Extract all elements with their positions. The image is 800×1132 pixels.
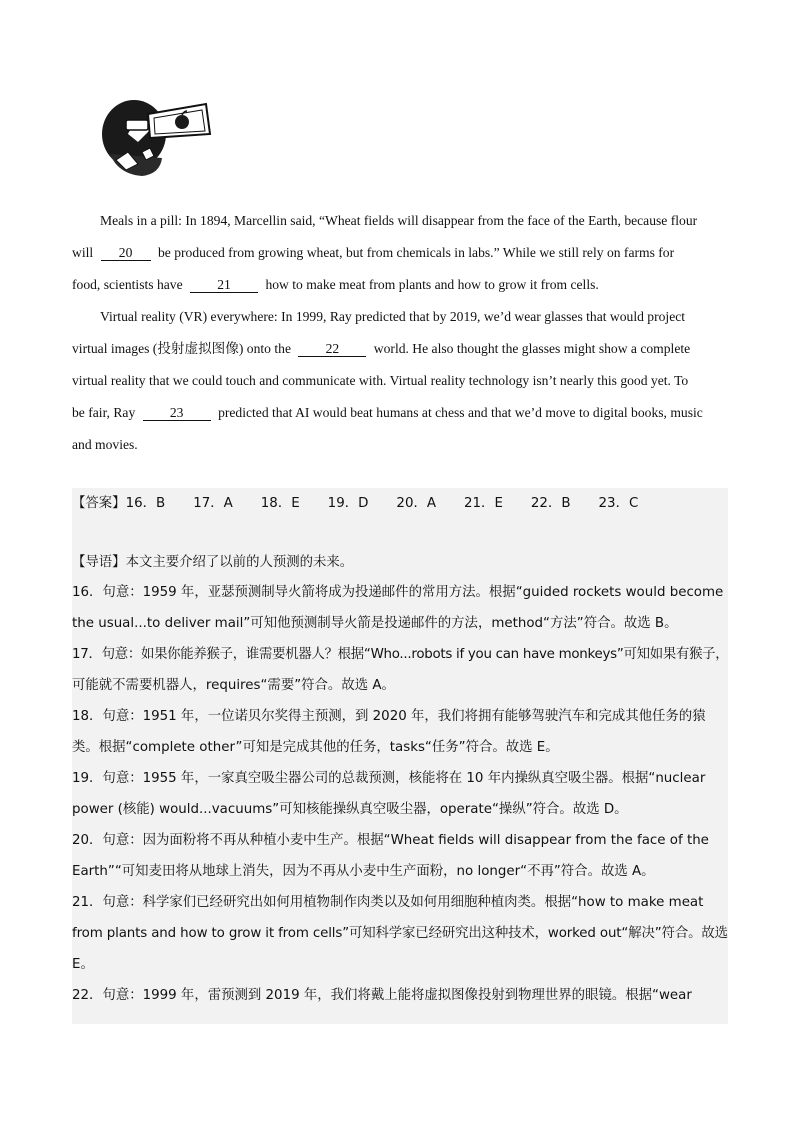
guide-text: 本文主要介绍了以前的人预测的未来。 xyxy=(125,555,354,570)
blank-21: 21 xyxy=(190,277,258,293)
explanation-21-line2: from plants and how to grow it from cells”可知科学家已经研究出这种技术，worked out“解决”符合。故选 xyxy=(72,926,728,941)
explanation-17-line2: 可能就不需要机器人，requires“需要”符合。故选 A。 xyxy=(72,678,395,693)
explanation-16-line1: 16．句意：1959 年，亚瑟预测制导火箭将成为投递邮件的常用方法。根据“guided rockets would become xyxy=(72,585,724,600)
answer-item: 16．B xyxy=(125,496,166,511)
explanation-17-line1: 17．句意：如果你能养猴子，谁需要机器人？根据“Who...robots if you can have monkeys”可知如果有猴子， xyxy=(72,647,729,662)
passage-p2-line2: virtual images (投射虚拟图像) onto the 22 world. He also thought the glasses might show a complete xyxy=(72,341,691,356)
answer-item: 18．E xyxy=(260,496,300,511)
answer-item: 19．D xyxy=(327,496,369,511)
explanation-19-line1: 19．句意：1955 年，一家真空吸尘器公司的总裁预测，核能将在 10 年内操纵真空吸尘器。根据“nuclear xyxy=(72,771,706,786)
guide-label: 【导语】 xyxy=(72,555,126,570)
explanation-20-line2: Earth”“可知麦田将从地球上消失，因为不再从小麦中生产面粉，no longer“不再”符合。故选 A。 xyxy=(72,864,655,879)
answer-item: 21．E xyxy=(464,496,503,511)
guide-line xyxy=(72,554,353,572)
explanation-18-line1: 18．句意：1951 年，一位诺贝尔奖得主预测，到 2020 年，我们将拥有能够驾驶汽车和完成其他任务的猿 xyxy=(72,709,706,724)
answer-item: 23．C xyxy=(598,496,639,511)
answer-item: 17．A xyxy=(193,496,233,511)
passage-p1-line3: food, scientists have 21 how to make meat from plants and how to grow it from cells. xyxy=(72,277,599,292)
explanation-21-line1: 21．句意：科学家们已经研究出如何用植物制作肉类以及如何用细胞种植肉类。根据“how to make meat xyxy=(72,895,704,910)
passage-p2-line1: Virtual reality (VR) everywhere: In 1999, Ray predicted that by 2019, we’d wear glasses that would project xyxy=(100,309,686,324)
explanation-16-line2: the usual...to deliver mail”可知他预测制导火箭是投递邮件的方法，method“方法”符合。故选 B。 xyxy=(72,616,678,631)
passage-p1-line1: Meals in a pill: In 1894, Marcellin said, “Wheat fields will disappear from the face of the Earth, because flour xyxy=(100,213,698,228)
blank-23: 23 xyxy=(143,405,211,421)
explanation-22-line1: 22．句意：1999 年，雷预测到 2019 年，我们将戴上能将虚拟图像投射到物理世界的眼镜。根据“wear xyxy=(72,988,692,1003)
explanation-19-line2: power (核能) would...vacuums”可知核能操纵真空吸尘器，operate“操纵”符合。故选 D。 xyxy=(72,802,628,817)
passage-p2-line5: and movies. xyxy=(72,437,138,452)
explanation-20-line1: 20．句意：因为面粉将不再从种植小麦中生产。根据“Wheat fields will disappear from the face of the xyxy=(72,833,709,848)
answer-label: 【答案】 xyxy=(72,496,126,511)
vr-illustration xyxy=(98,94,218,180)
answer-key xyxy=(72,495,666,513)
answer-item: 20．A xyxy=(396,496,437,511)
explanation-21-line3: E。 xyxy=(72,957,94,972)
passage-p2-line4: be fair, Ray 23 predicted that AI would beat humans at chess and that we’d move to digital books, music xyxy=(72,405,703,420)
blank-22: 22 xyxy=(298,341,366,357)
blank-20: 20 xyxy=(101,245,151,261)
passage-p2-line3: virtual reality that we could touch and communicate with. Virtual reality technology isn’t nearly this good yet. To xyxy=(72,373,689,388)
passage-p1-line2: will 20 be produced from growing wheat, but from chemicals in labs.” While we still rely on farms for xyxy=(72,245,675,260)
explanation-18-line2: 类。根据“complete other”可知是完成其他的任务，tasks“任务”符合。故选 E。 xyxy=(72,740,559,755)
answer-item: 22．B xyxy=(530,496,571,511)
